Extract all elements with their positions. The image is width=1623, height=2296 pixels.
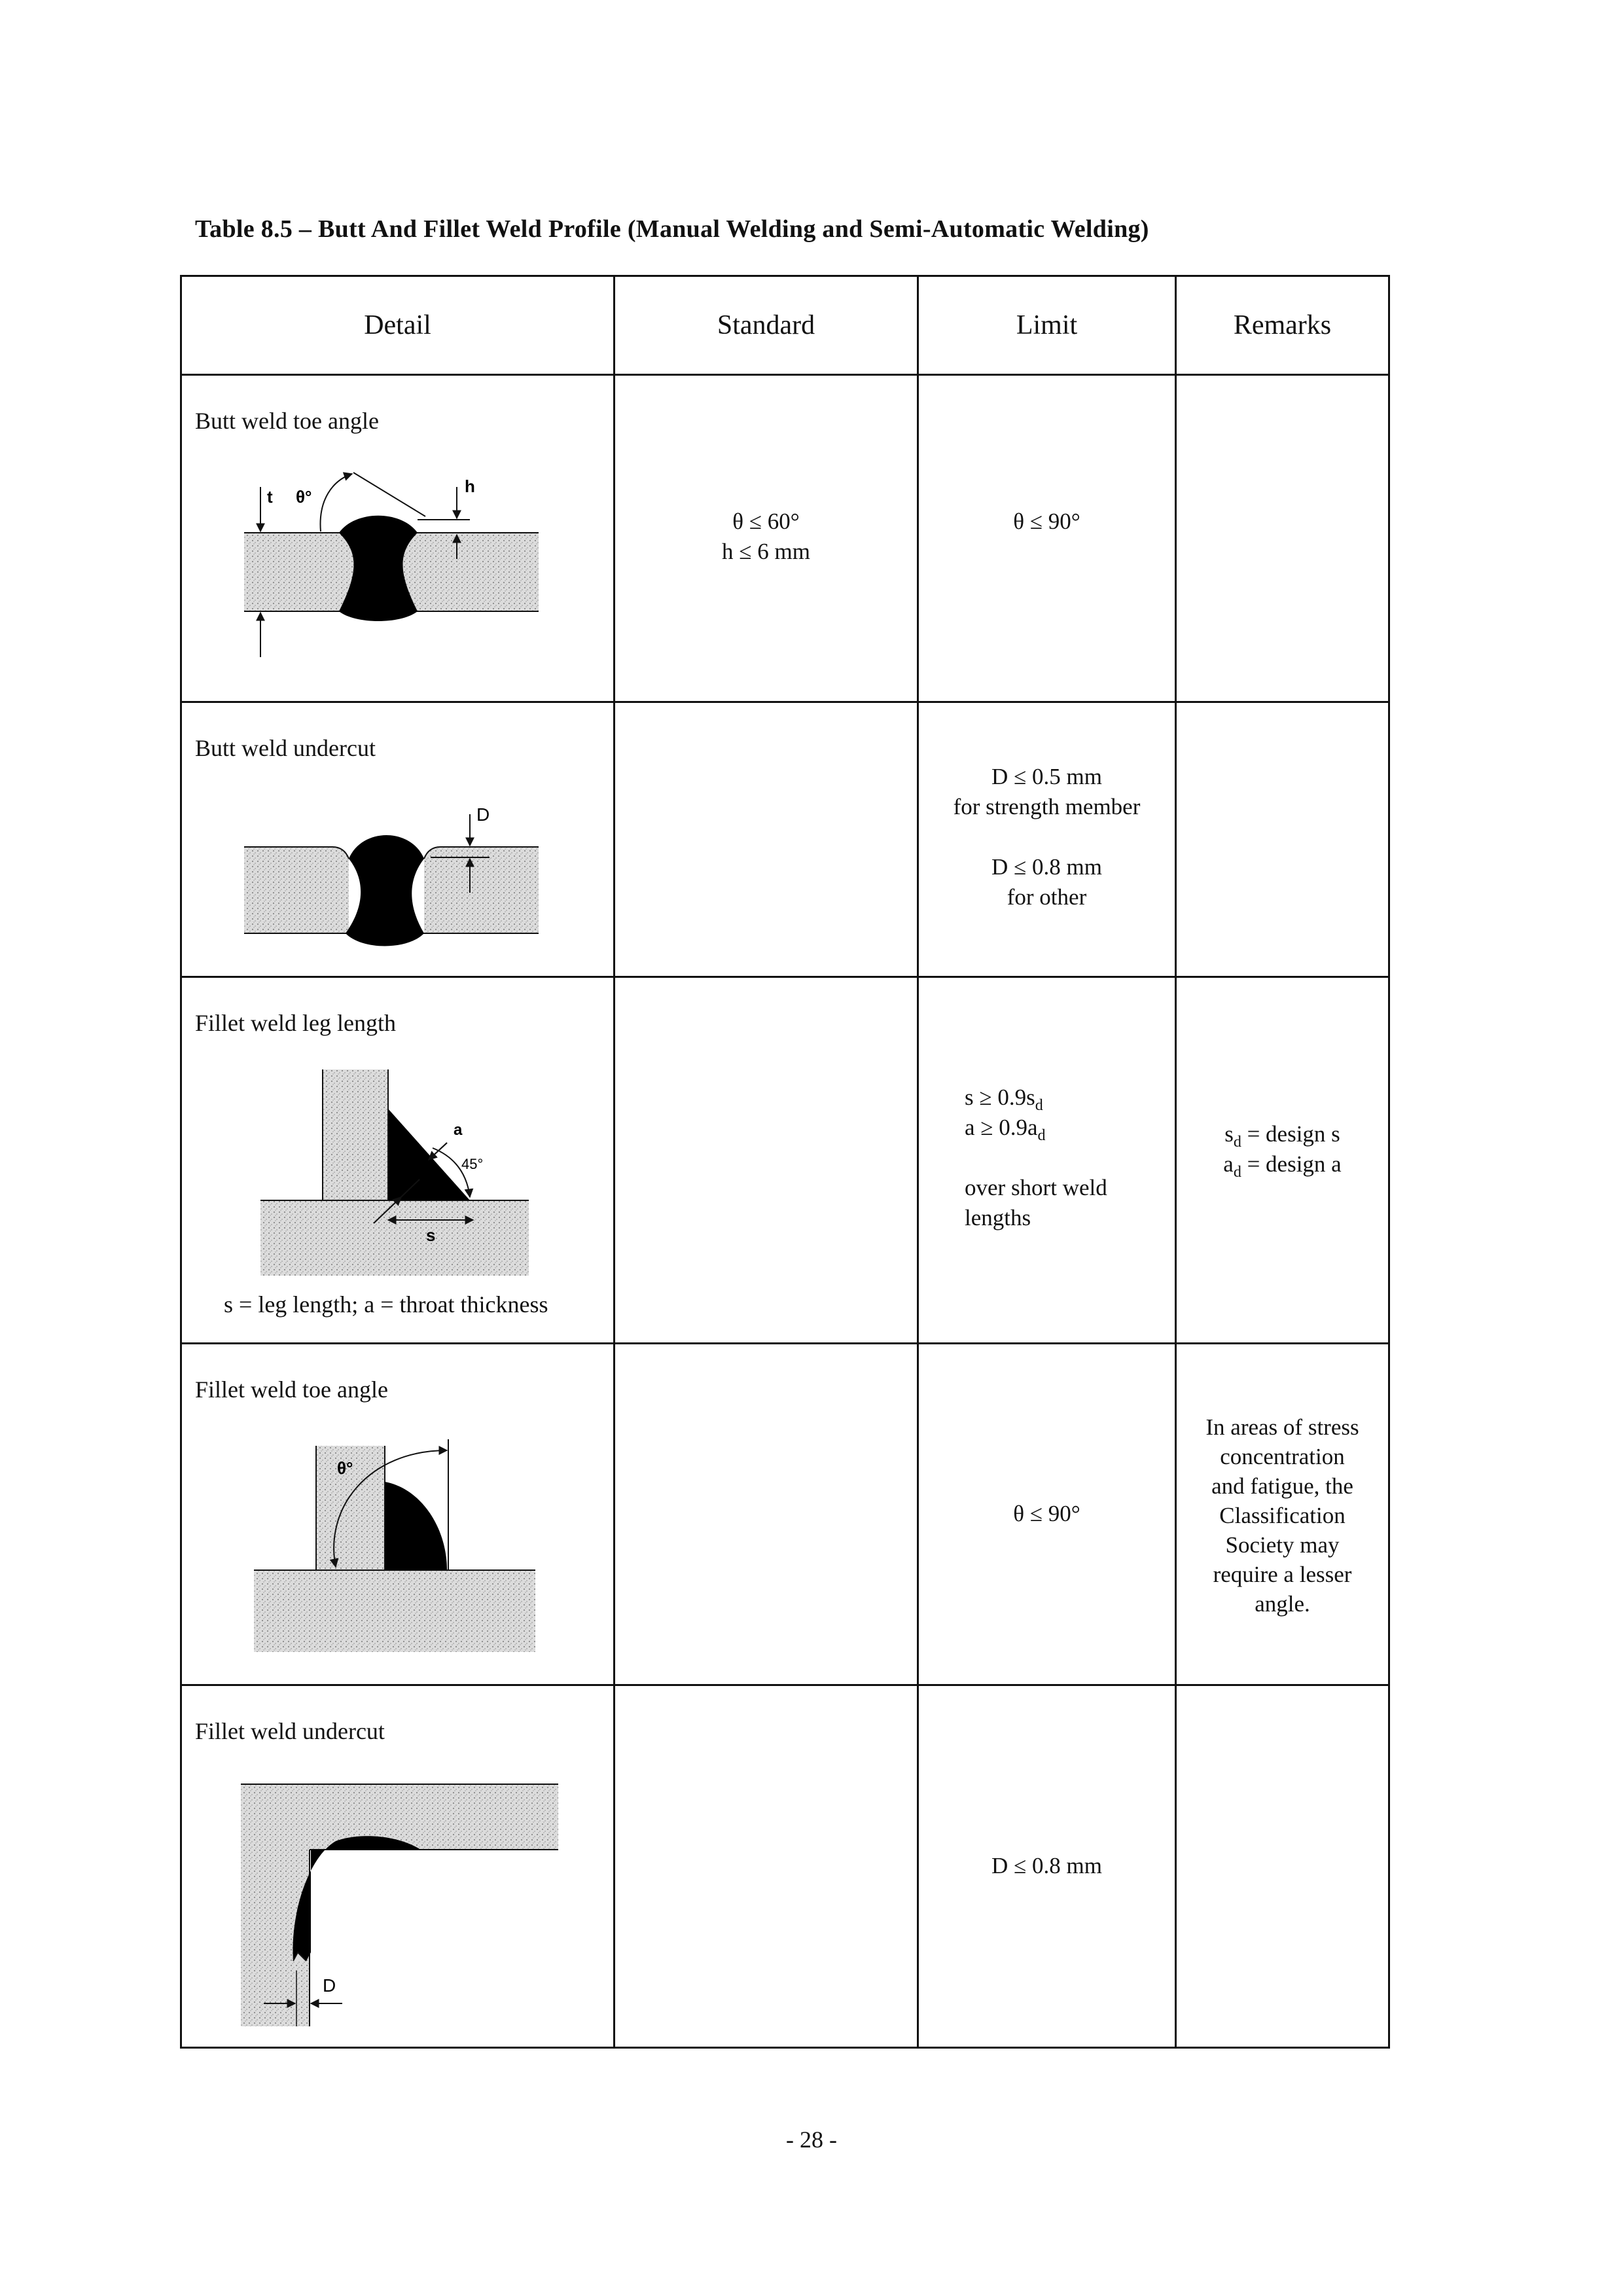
limit-text: θ ≤ 90° — [1013, 1501, 1080, 1526]
figure-label-h: h — [465, 476, 475, 496]
page-number: - 28 - — [786, 2126, 837, 2153]
remarks-text: and fatigue, the — [1211, 1473, 1353, 1499]
remarks-text: require a lesser — [1213, 1562, 1352, 1587]
standard-cell — [615, 1344, 918, 1685]
limit-text: for other — [1007, 884, 1087, 910]
header-remarks: Remarks — [1176, 276, 1389, 375]
standard-text: θ ≤ 60° — [732, 509, 800, 534]
limit-text: D ≤ 0.5 mm — [991, 764, 1102, 789]
butt-weld-toe-angle-figure — [241, 461, 562, 657]
remarks-cell — [1176, 977, 1389, 1344]
figure-label-theta: θ° — [296, 487, 312, 507]
butt-weld-undercut-figure — [241, 781, 562, 958]
fillet-weld-leg-length-figure — [257, 1069, 532, 1279]
table-header-row — [181, 276, 1389, 375]
limit-text: lengths — [965, 1205, 1031, 1230]
remarks-text: angle. — [1255, 1591, 1310, 1617]
remarks-text: $a_d$ = design a — [1223, 1151, 1342, 1181]
standard-text: h ≤ 6 mm — [722, 539, 810, 564]
detail-cell — [181, 1685, 615, 2048]
remarks-text: In areas of stress — [1205, 1414, 1359, 1440]
detail-label: Fillet weld toe angle — [195, 1376, 388, 1403]
limit-cell — [918, 1344, 1176, 1685]
remarks-text: Classification — [1219, 1503, 1346, 1528]
header-standard: Standard — [615, 276, 918, 375]
figure-label-angle: 45° — [461, 1156, 484, 1172]
table-row — [181, 702, 1389, 977]
remarks-text: concentration — [1220, 1444, 1345, 1469]
figure-label-s: s — [426, 1225, 436, 1245]
limit-cell — [918, 375, 1176, 702]
detail-label: Butt weld undercut — [195, 735, 376, 761]
standard-cell — [615, 977, 918, 1344]
detail-cell — [181, 375, 615, 702]
limit-text: D ≤ 0.8 mm — [991, 1853, 1102, 1878]
figure-label-t: t — [267, 487, 273, 507]
table-row — [181, 375, 1389, 702]
detail-cell — [181, 1344, 615, 1685]
figure-label-a: a — [454, 1121, 463, 1139]
limit-text: D ≤ 0.8 mm — [991, 854, 1102, 880]
table-row — [181, 1685, 1389, 2048]
header-limit: Limit — [918, 276, 1176, 375]
remarks-cell — [1176, 375, 1389, 702]
table-row — [181, 977, 1389, 1344]
figure-label-d: D — [476, 804, 490, 825]
limit-cell — [918, 1685, 1176, 2048]
remarks-cell — [1176, 702, 1389, 977]
standard-cell — [615, 702, 918, 977]
fillet-weld-toe-angle-figure — [251, 1436, 539, 1659]
limit-text: θ ≤ 90° — [1013, 509, 1080, 534]
detail-label: Fillet weld undercut — [195, 1718, 385, 1744]
limit-cell — [918, 977, 1176, 1344]
limit-cell — [918, 702, 1176, 977]
page-title: Table 8.5 – Butt And Fillet Weld Profile (Manual Welding and Semi-Automatic Welding) — [195, 215, 1149, 243]
standard-cell — [615, 1685, 918, 2048]
figure-label-theta: θ° — [337, 1458, 353, 1478]
detail-cell — [181, 702, 615, 977]
limit-text: over short weld — [965, 1175, 1107, 1200]
figure-label-d: D — [323, 1975, 336, 1996]
limit-text: $a \ge 0.9a_d$ — [965, 1115, 1046, 1144]
detail-label: Fillet weld leg length — [195, 1010, 396, 1036]
limit-text: for strength member — [953, 794, 1141, 819]
detail-label: Butt weld toe angle — [195, 408, 379, 434]
limit-text: $s \ge 0.9s_d$ — [965, 1085, 1043, 1114]
table-row — [181, 1344, 1389, 1685]
standard-cell — [615, 375, 918, 702]
detail-caption: s = leg length; a = throat thickness — [224, 1291, 548, 1318]
fillet-weld-undercut-figure — [238, 1781, 565, 2030]
remarks-text: $s_d$ = design s — [1224, 1121, 1340, 1151]
remarks-cell — [1176, 1685, 1389, 2048]
detail-cell — [181, 977, 615, 1344]
header-detail: Detail — [181, 276, 615, 375]
remarks-text: Society may — [1225, 1532, 1340, 1558]
remarks-cell — [1176, 1344, 1389, 1685]
weld-profile-table — [180, 275, 1390, 2049]
